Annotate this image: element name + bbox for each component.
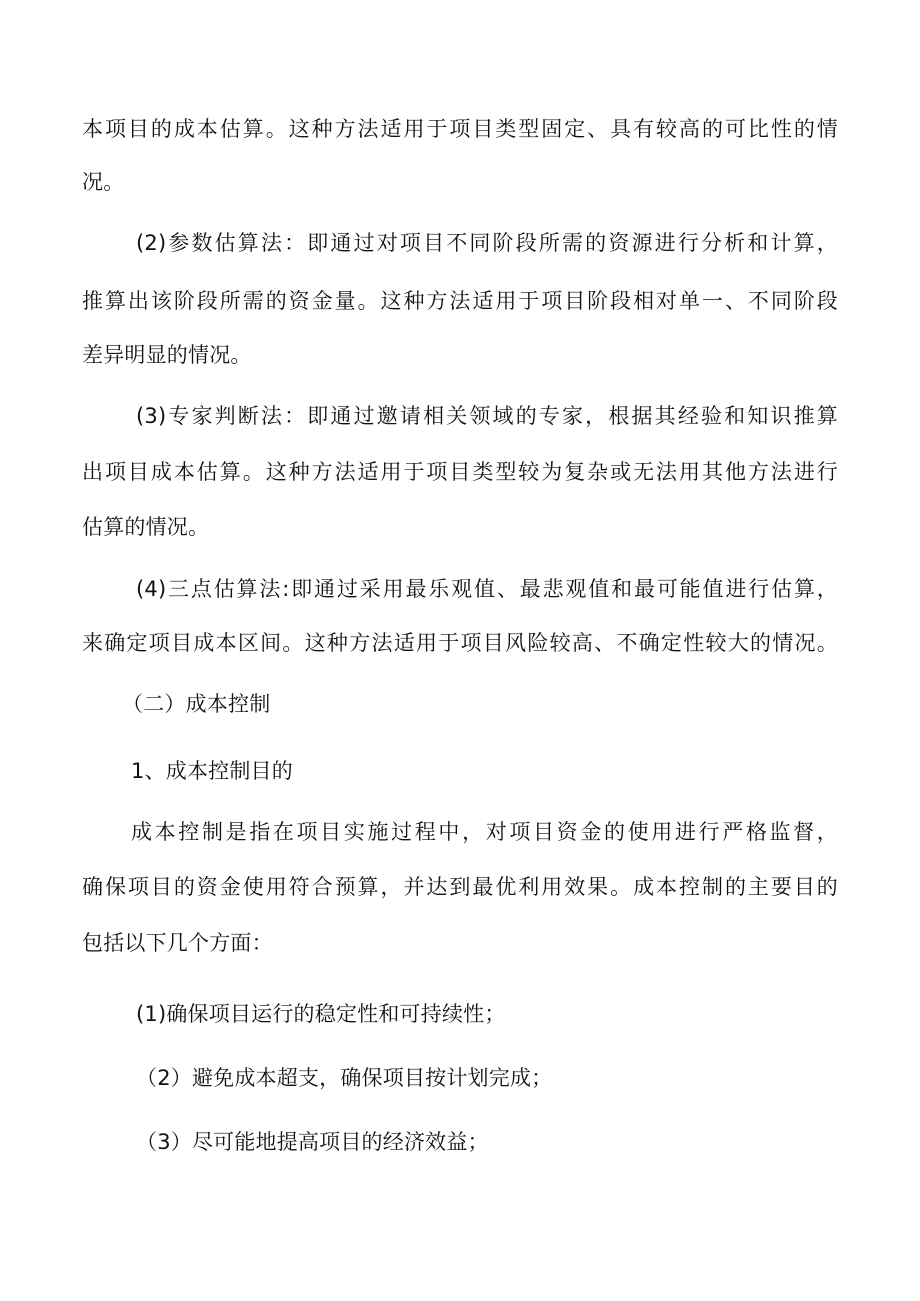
paragraph-line: 确保项目的资金使用符合预算，并达到最优利用效果。成本控制的主要目的 (82, 875, 838, 899)
paragraph-line: (3)专家判断法：即通过邀请相关领域的专家，根据其经验和知识推算 (136, 404, 838, 428)
subsection-heading: 1、成本控制目的 (131, 759, 293, 783)
list-item: (1)确保项目运行的稳定性和可持续性； (136, 1002, 506, 1026)
paragraph-line: (4)三点估算法:即通过采用最乐观值、最悲观值和最可能值进行估算， (136, 577, 838, 601)
paragraph-line: 出项目成本估算。这种方法适用于项目类型较为复杂或无法用其他方法进行 (82, 460, 838, 484)
paragraph-line: 估算的情况。 (82, 515, 210, 539)
paragraph-line: 成本控制是指在项目实施过程中，对项目资金的使用进行严格监督， (131, 820, 838, 844)
paragraph-line: 推算出该阶段所需的资金量。这种方法适用于项目阶段相对单一、不同阶段 (82, 289, 838, 313)
section-heading: （二）成本控制 (122, 692, 271, 716)
paragraph-line: 来确定项目成本区间。这种方法适用于项目风险较高、不确定性较大的情况。 (82, 631, 838, 655)
list-item: （3）尽可能地提高项目的经济效益； (136, 1130, 489, 1154)
list-item: （2）避免成本超支，确保项目按计划完成； (136, 1066, 553, 1090)
paragraph-line: 本项目的成本估算。这种方法适用于项目类型固定、具有较高的可比性的情 (82, 117, 838, 141)
paragraph-line: 包括以下几个方面： (82, 931, 273, 955)
paragraph-line: (2)参数估算法：即通过对项目不同阶段所需的资源进行分析和计算， (136, 231, 838, 255)
paragraph-line: 况。 (82, 170, 125, 194)
paragraph-line: 差异明显的情况。 (82, 343, 252, 367)
